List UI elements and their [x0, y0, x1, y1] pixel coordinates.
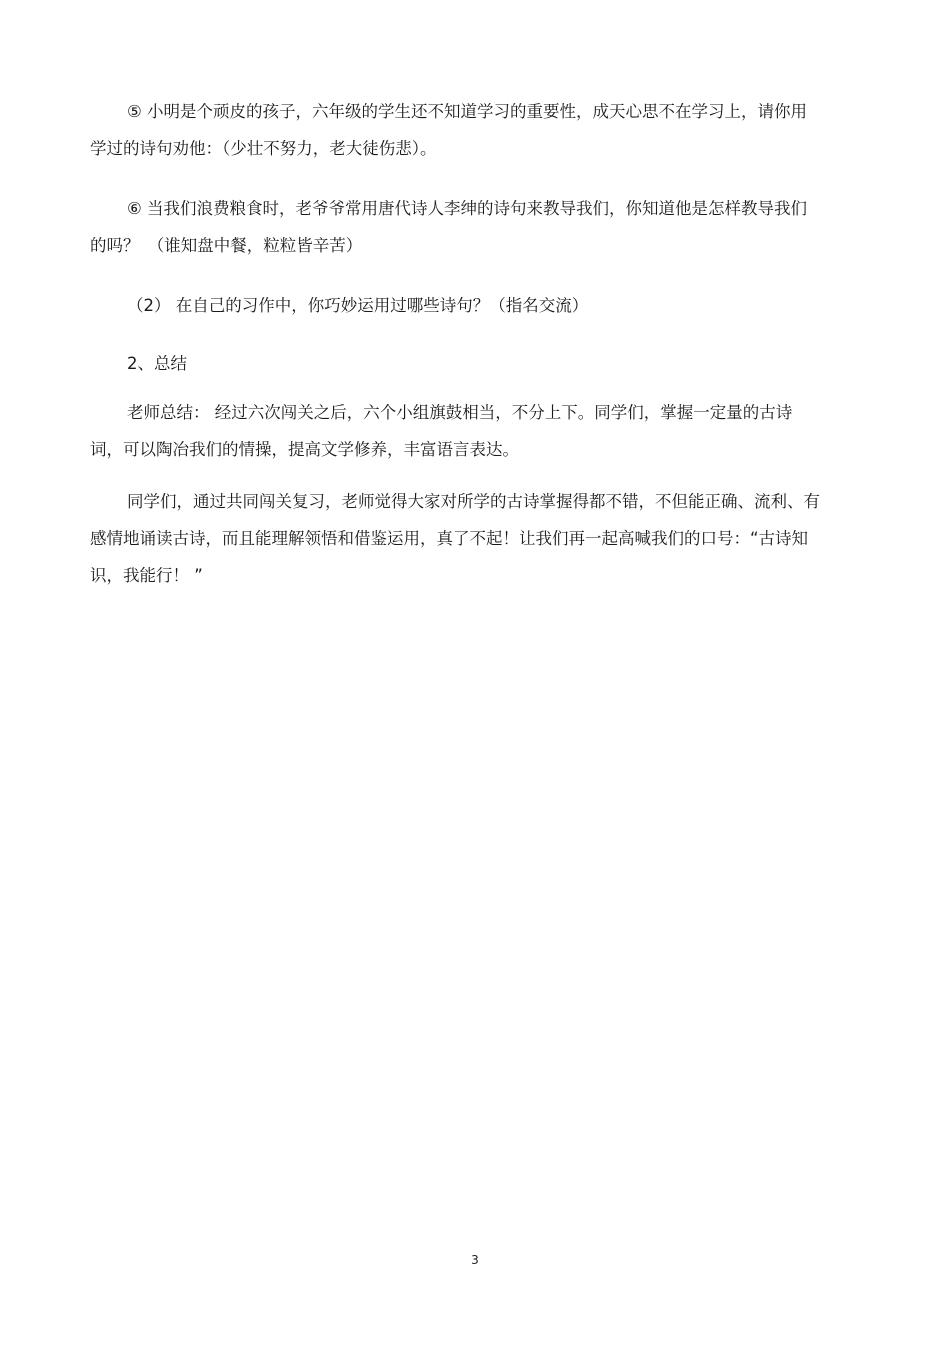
paragraph-question-5: ⑤ 小明是个顽皮的孩子，六年级的学生还不知道学习的重要性，成天心思不在学习上，请你用学过的诗句劝他：（少壮不努力，老大徒伤悲）。 — [90, 102, 808, 158]
paragraph-teacher-summary: 老师总结： 经过六次闯关之后，六个小组旗鼓相当，不分上下。同学们，掌握一定量的古诗词，可以陶冶我们的情操，提高文学修养，丰富语言表达。 — [90, 403, 793, 459]
paragraph-question-6: ⑥ 当我们浪费粮食时，老爷爷常用唐代诗人李绅的诗句来教导我们，你知道他是怎样教导我们的吗？ （谁知盘中餐，粒粒皆辛苦） — [90, 199, 808, 255]
paragraph-closing: 同学们，通过共同闯关复习，老师觉得大家对所学的古诗掌握得都不错，不但能正确、流利、有感情地诵读古诗，而且能理解领悟和借鉴运用，真了不起！让我们再一起高喊我们的口号：“古诗知识，我能行！ ” — [90, 492, 820, 585]
page-number: 3 — [471, 1253, 479, 1267]
section-heading-summary: 2、总结 — [127, 354, 187, 373]
paragraph-item-2: （2） 在自己的习作中，你巧妙运用过哪些诗句？（指名交流） — [127, 296, 589, 315]
